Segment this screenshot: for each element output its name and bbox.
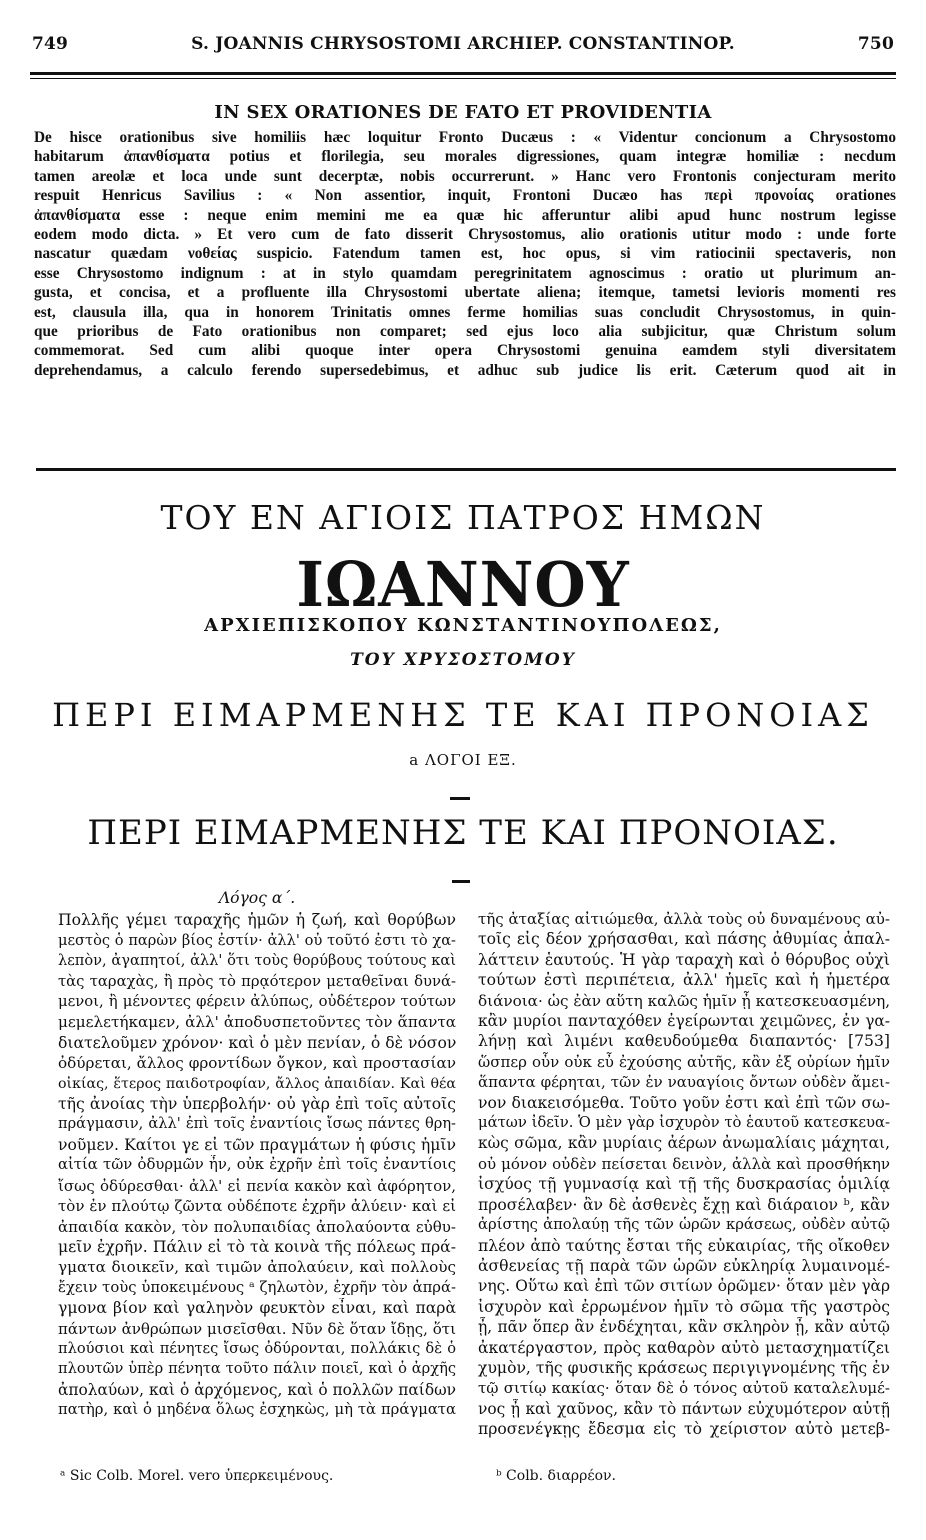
greek-text-line: ὀδύρεται, ἄλλος φροντίδων ὄγκον, καὶ προστασίαν xyxy=(58,1054,456,1073)
greek-text-line: ἀρίστης ἀπολαύῃ τῆς τῶν ὡρῶν κράσεως, οὐδὲν αὐτῷ xyxy=(478,1216,890,1234)
greek-text-line: προσέλαβεν· ἂν δὲ ἀσθενὲς ἔχῃ καὶ διάραιον ᵇ, κἂν xyxy=(478,1195,890,1214)
latin-section-title: IN SEX ORATIONES DE FATO ET PROVIDENTIA xyxy=(214,102,712,123)
greek-text-line: ἰσχύος τῇ γυμνασίᾳ καὶ τῇ τῆς δυσκρασίας ὁμιλίᾳ xyxy=(478,1175,890,1194)
greek-text-line: γμονα βίον καὶ γαληνὸν φευκτὸν εἶναι, καὶ παρὰ xyxy=(58,1299,456,1318)
greek-title-name: ΙΩΑΝΝΟΥ xyxy=(296,548,630,621)
footnote-a: ᵃ Sic Colb. Morel. vero ὑπερκειμένους. xyxy=(60,1468,334,1484)
footnote-b: ᵇ Colb. διαρρέον. xyxy=(496,1468,617,1484)
latin-line: eodem modo dicta. » Et vero cum de fato disserit Chrysostomus, alio orationis utitur modo : unde forte xyxy=(34,226,896,244)
greek-text-line: νον διακεισόμεθα. Τοῦτο γοῦν ἐστι καὶ ἐπὶ τῶν σω- xyxy=(478,1093,890,1112)
greek-text-line: διατελοῦμεν χρόνον· καὶ ὁ μὲν πενίαν, ὁ δὲ νόσον xyxy=(58,1033,456,1052)
greek-text-line: πλούσιοι καὶ πένητες ἴσως ὀδύρονται, πολλάκις δὲ ὁ xyxy=(58,1339,456,1357)
greek-text-line: ᾖ, πᾶν ὅπερ ἂν ἐνδέχηται, κἂν σκληρὸν ᾖ, κἂν αὐτῷ xyxy=(478,1318,890,1337)
greek-title-line3: ΑΡΧΙΕΠΙΣΚΟΠΟΥ ΚΩΝΣΤΑΝΤΙΝΟΥΠΟΛΕΩΣ, xyxy=(204,615,722,636)
greek-text-line: ἀπαιδία κακὸν, τὸν πολυπαιδίας ἀπολαύοντα εὐθυ- xyxy=(58,1217,456,1236)
greek-text-line: ἀκατέργαστον, πρὸς καθαρὸν αὐτὸ μετασχηματίζει xyxy=(478,1338,890,1357)
greek-text-line: νης. Οὕτω καὶ ἐπὶ τῶν σιτίων ὁρῶμεν· ὅταν μὲν γὰρ xyxy=(478,1277,890,1296)
greek-text-line: τοῖς εἰς δέον χρήσασθαι, καὶ πάσης ἀθυμίας ἀπαλ- xyxy=(478,930,890,949)
page-number-left: 749 xyxy=(32,34,69,54)
greek-text-line: ὥσπερ οὖν οὐκ εὖ ἐχούσης αὐτῆς, κἂν ἐξ οὐρίων ἡμῖν xyxy=(478,1052,890,1071)
greek-text-line: οἰκίας, ἕτερος παιδοτροφίαν, ἄλλος ἀπαιδίαν. Καὶ θέα xyxy=(58,1075,456,1092)
greek-text-line: ἅπαντα φέρηται, τῶν ἐν ναυαγίοις ὄντων οὐδὲν ἄμει- xyxy=(478,1073,890,1092)
latin-line: esse Chrysostomo indignum : at in stylo quamdam peregrinitatem agnoscimus : oratio ut plurimum an- xyxy=(34,264,896,282)
header-rule-thin xyxy=(30,78,896,79)
logoi-label: a ΛΟΓΟΙ ΕΞ. xyxy=(409,751,517,769)
latin-line: De hisce orationibus sive homiliis hæc loquitur Fronto Ducæus : « Videntur concionum a Chrysostomo xyxy=(34,129,896,146)
right-column xyxy=(478,909,890,1440)
work-title: ΠΕΡΙ ΕΙΜΑΡΜΕΝΗΣ ΤΕ ΚΑΙ ΠΡΟΝΟΙΑΣ xyxy=(52,696,874,734)
greek-text-line: τούτων ἐστὶ περιπέτεια, ἀλλ' ἡμεῖς καὶ ἡ ἡμετέρα xyxy=(478,971,890,990)
greek-text-line: χυμὸν, τῆς φυσικῆς κράσεως περιγιγνομένης τῆς ἐν xyxy=(478,1358,890,1377)
greek-text-line: μεῖν ἐχρῆν. Πάλιν εἰ τὸ τὰ κοινὰ τῆς πόλεως πρά- xyxy=(58,1237,456,1256)
latin-line: gusta, et concisa, et a profluente illa Chrysostomi ubertate aliena; itemque, tametsi levioris momenti res xyxy=(34,284,896,302)
greek-text-line: οὐ μόνον οὐδὲν πείσεται δεινὸν, ἀλλὰ καὶ προσθήκην xyxy=(478,1154,890,1173)
latin-line: que prioribus de Fato orationibus non comparet; sed ejus loco alia subjicitur, quæ Christum solum xyxy=(34,323,896,341)
greek-text-line: ἴσως ὀδύρεσθαι· ἀλλ' εἰ πενία κακὸν καὶ ἀφόρητον, xyxy=(58,1176,456,1195)
greek-title-line1: ΤΟΥ ΕΝ ΑΓΙΟΙΣ ΠΑΤΡΟΣ ΗΜΩΝ xyxy=(160,498,766,537)
latin-line: ἀπανθίσματα esse : neque enim memini me ea quæ hic afferuntur alibi apud hunc nostrum legisse xyxy=(34,206,896,224)
latin-line: nascatur quædam νοθείας suspicio. Fatendum tamen est, hoc opus, si vim ratiocinii spectaveris, non xyxy=(34,245,896,263)
greek-text-line: λεπὸν, ἀγαπητοί, ἀλλ' ὅτι τοὺς θορύβους τούτους καὶ xyxy=(58,952,456,970)
greek-text-line: ἔχειν τοὺς ὑποκειμένους ᵃ ζηλωτὸν, ἐχρῆν τὸν ἀπρά- xyxy=(58,1278,456,1296)
section-divider xyxy=(452,880,470,883)
latin-line: est, clausula illa, qua in honorem Trinitatis omnes ferme homilias suas concludit Chrysostomus, in quin- xyxy=(34,303,896,321)
greek-text-line: τὰς ταραχὰς, ἢ πρὸς τὸ πρᾳότερον μεταθεῖναι δυνά- xyxy=(58,972,456,990)
greek-text-line: αἰτία τῶν ὀδυρμῶν ἦν, οὐκ ἐχρῆν ἐπὶ τοῖς ἐναντίοις xyxy=(58,1156,456,1174)
greek-text-line: πάντων ἀνθρώπων μισεῖσθαι. Νῦν δὲ ὅταν ἴδῃς, ὅτι xyxy=(58,1319,456,1338)
greek-text-line: τῆς ἀνοίας τὴν ὑπερβολήν· οὐ γὰρ ἐπὶ τοῖς αὐτοῖς xyxy=(58,1095,456,1114)
greek-text-line: μεστὸς ὁ παρὼν βίος ἐστίν· ἀλλ' οὐ τοῦτό ἐστι τὸ χα- xyxy=(58,931,456,949)
greek-text-line: πλουτῶν ὑπὲρ πένητα τοῦτο πάλιν ποιεῖ, καὶ ὁ ἀρχῆς xyxy=(58,1360,456,1378)
latin-line: deprehendamus, a calculo ferendo supersedebimus, et adhuc sub judice lis erit. Cæterum quod ait in xyxy=(34,361,896,379)
greek-text-line: πατὴρ, καὶ ὁ μηδένα ὅλως ἐσχηκὼς, μὴ τὰ πράγματα xyxy=(58,1401,456,1419)
section-title: ΠΕΡΙ ΕΙΜΑΡΜΕΝΗΣ ΤΕ ΚΑΙ ΠΡΟΝΟΙΑΣ. xyxy=(87,813,839,853)
greek-text-line: ἰσχυρὸν καὶ ἐρρωμένον ἡμῖν τὸ σῶμα τῆς γαστρὸς xyxy=(478,1297,890,1316)
greek-text-line: ἀπολαύων, καὶ ὁ ἀρχόμενος, καὶ ὁ πολλῶν παίδων xyxy=(58,1380,456,1399)
greek-text-line: πλέον ἀπὸ ταύτης ἔσται τῆς εὐκαιρίας, τῆς οἴκοθεν xyxy=(478,1236,890,1255)
title-divider xyxy=(450,797,470,800)
greek-text-line: μεμελετήκαμεν, ἀλλ' ἀποδυσπετοῦντες τὸν ἅπαντα xyxy=(58,1013,456,1032)
greek-text-line: λάττειν ἑαυτούς. Ἡ γὰρ ταραχὴ καὶ ὁ θόρυβος οὐχὶ xyxy=(478,950,890,969)
greek-text-line: γματα διοικεῖν, καὶ τιμῶν ἀπολαύειν, καὶ πολλοὺς xyxy=(58,1258,456,1277)
latin-line: tamen areolæ et loca unde sunt decerptæ, nobis occurrerunt. » Hanc vero Frontonis conjecturam merito xyxy=(34,167,896,185)
latin-line: respuit Henricus Savilius : « Non assentior, inquit, Frontoni Ducæo has περὶ προνοίας orationes xyxy=(34,187,896,205)
greek-text-line: τὸν ἐν πλούτῳ ζῶντα οὐδέποτε ἐχρῆν ἀλύειν· καὶ εἰ xyxy=(58,1197,456,1216)
greek-text-line: προσενέγκῃς ἔδεσμα εἰς τὸ χείριστον αὐτὸ μετεβ- xyxy=(478,1420,890,1439)
greek-text-line: τῷ σιτίῳ κακίας· ὅταν δὲ ὁ τόνος αὐτοῦ καταλελυμέ- xyxy=(478,1379,890,1398)
left-column xyxy=(58,888,456,1421)
greek-text-line: νος ᾖ καὶ χαῦνος, κἂν τὸ πάντων εὐχυμότερον αὐτῇ xyxy=(478,1399,890,1418)
greek-text-line: ἀσθενείας τῇ παρὰ τῶν ὡρῶν εὐκληρίᾳ λυμαινομέ- xyxy=(478,1256,890,1275)
running-title: S. JOANNIS CHRYSOSTOMI ARCHIEP. CONSTANTINOP. xyxy=(191,34,735,54)
latin-line: commemorat. Sed cum alibi quoque inter opera Chrysostomi genuina eamdem styli diversitatem xyxy=(34,342,896,360)
greek-text-line: πράγμασιν, ἀλλ' ἐπὶ τοῖς ἐναντίοις ἴσως πάντες θρη- xyxy=(58,1115,456,1133)
greek-text-line: νοῦμεν. Καίτοι γε εἰ τῶν πραγμάτων ἡ φύσις ἡμῖν xyxy=(58,1135,456,1154)
greek-text-line: τῆς ἀταξίας αἰτιώμεθα, ἀλλὰ τοὺς οὐ δυναμένους αὐ- xyxy=(478,910,890,928)
oration-subtitle: Λόγος α΄. xyxy=(218,889,296,907)
greek-text-line: διάνοια· ὡς ἐὰν αὕτη καλῶς ἡμῖν ᾖ κατεσκευασμένη, xyxy=(478,991,890,1010)
greek-text-line: Πολλῆς γέμει ταραχῆς ἡμῶν ἡ ζωή, καὶ θορύβων xyxy=(58,911,456,930)
greek-text-line: λήνῃ καὶ λιμένι καθευδούμεθα διαπαντός· [753] xyxy=(478,1032,890,1051)
greek-title-line4: ΤΟΥ ΧΡΥΣΟΣΤΟΜΟΥ xyxy=(350,650,576,670)
section-rule xyxy=(36,468,896,471)
greek-text-line: μενοι, ἢ μένοντες φέρειν ἀλύπως, οὐδέτερον τούτων xyxy=(58,993,456,1011)
page-number-right: 750 xyxy=(857,34,894,54)
greek-text-line: μάτων ἰδεῖν. Ὁ μὲν γὰρ ἰσχυρὸν τὸ ἑαυτοῦ κατεσκευα- xyxy=(478,1114,890,1132)
greek-text-line: κὼς σῶμα, κἂν μυρίαις ἀέρων ἀνωμαλίαις μάχηται, xyxy=(478,1134,890,1153)
header-rule xyxy=(30,72,896,75)
latin-introduction xyxy=(34,128,896,380)
latin-line: habitarum ἀπανθίσματα potius et florilegia, seu morales digressiones, quam integræ homiliæ : necdum xyxy=(34,148,896,166)
greek-text-line: κἂν μυρίοι πανταχόθεν ἐγείρωνται χειμῶνες, ἐν γα- xyxy=(478,1012,890,1031)
